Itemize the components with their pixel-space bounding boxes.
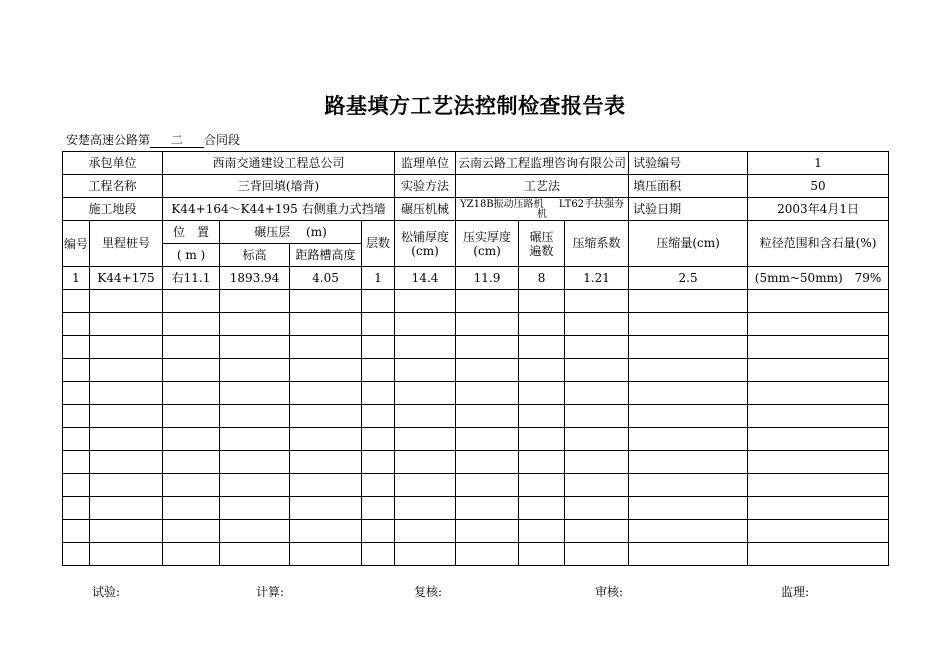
cell-amount [629, 359, 748, 382]
cell-position [163, 336, 220, 359]
header-row-1 [63, 221, 889, 244]
cell-distance [290, 336, 362, 359]
cell-station [90, 359, 163, 382]
cell-compact [456, 451, 519, 474]
cell-loose [395, 428, 456, 451]
footer-supervise: 监理: [781, 585, 810, 599]
cell-distance [290, 290, 362, 313]
cell-amount [629, 313, 748, 336]
cell-loose [395, 290, 456, 313]
cell-passes [519, 313, 565, 336]
cell-grain [748, 359, 889, 382]
footer-calc: 计算: [256, 585, 285, 599]
site-label: 施工地段 [63, 198, 163, 221]
cell-distance [290, 382, 362, 405]
cell-coef [565, 543, 629, 566]
cell-position [163, 543, 220, 566]
header-passes: 碾压遍数 [519, 221, 565, 267]
footer-audit: 审核: [595, 585, 624, 599]
machine-label: 碾压机械 [395, 198, 456, 221]
cell-coef [565, 497, 629, 520]
cell-passes [519, 451, 565, 474]
cell-elevation [220, 451, 290, 474]
footer-test: 试验: [92, 585, 121, 599]
cell-no [63, 336, 90, 359]
cell-loose [395, 359, 456, 382]
test-no-value: 1 [748, 152, 889, 175]
cell-layers [362, 359, 395, 382]
method-label: 实验方法 [395, 175, 456, 198]
header-compression-coef: 压缩系数 [565, 221, 629, 267]
cell-amount [629, 497, 748, 520]
cell-station [90, 336, 163, 359]
cell-station [90, 382, 163, 405]
cell-layers: 1 [362, 267, 395, 290]
cell-no [63, 520, 90, 543]
machine-tamper-suffix: 机 [537, 209, 548, 220]
cell-distance [290, 313, 362, 336]
info-row-1 [63, 152, 889, 175]
header-station: 里程桩号 [90, 221, 163, 267]
cell-position [163, 359, 220, 382]
cell-layers [362, 313, 395, 336]
cell-loose [395, 313, 456, 336]
header-position: 位 置 [163, 221, 220, 244]
table-row [63, 359, 889, 382]
cell-passes [519, 382, 565, 405]
cell-passes [519, 428, 565, 451]
cell-amount [629, 336, 748, 359]
cell-station [90, 428, 163, 451]
cell-grain [748, 382, 889, 405]
table-row [63, 497, 889, 520]
contract-section-number: 二 [150, 134, 204, 148]
cell-coef [565, 520, 629, 543]
cell-station [90, 497, 163, 520]
cell-position: 右11.1 [163, 267, 220, 290]
cell-passes [519, 405, 565, 428]
cell-passes: 8 [519, 267, 565, 290]
cell-compact: 11.9 [456, 267, 519, 290]
cell-distance [290, 497, 362, 520]
cell-amount: 2.5 [629, 267, 748, 290]
cell-elevation: 1893.94 [220, 267, 290, 290]
cell-no: 1 [63, 267, 90, 290]
cell-amount [629, 451, 748, 474]
cell-no [63, 428, 90, 451]
cell-station [90, 474, 163, 497]
cell-layers [362, 382, 395, 405]
cell-distance [290, 474, 362, 497]
cell-distance [290, 451, 362, 474]
cell-elevation [220, 497, 290, 520]
header-layer-group: 碾压层 (m) [220, 221, 362, 244]
cell-grain [748, 313, 889, 336]
cell-coef: 1.21 [565, 267, 629, 290]
area-value: 50 [748, 175, 889, 198]
cell-coef [565, 336, 629, 359]
cell-station: K44+175 [90, 267, 163, 290]
cell-passes [519, 520, 565, 543]
cell-grain [748, 520, 889, 543]
header-compact-thickness: 压实厚度(cm) [456, 221, 519, 267]
cell-grain [748, 290, 889, 313]
header-distance: 距路槽高度 [290, 244, 362, 267]
cell-loose [395, 405, 456, 428]
cell-grain: (5mm~50mm) 79% [748, 267, 889, 290]
cell-layers [362, 451, 395, 474]
cell-layers [362, 474, 395, 497]
info-row-2 [63, 175, 889, 198]
cell-passes [519, 336, 565, 359]
cell-layers [362, 543, 395, 566]
header-position-unit: ( m ) [163, 244, 220, 267]
cell-layers [362, 428, 395, 451]
cell-distance: 4.05 [290, 267, 362, 290]
cell-station [90, 405, 163, 428]
cell-layers [362, 336, 395, 359]
header-compression-amount: 压缩量(cm) [629, 221, 748, 267]
site-value: K44+164～K44+195 右侧重力式挡墙 [163, 198, 395, 221]
cell-loose [395, 497, 456, 520]
cell-elevation [220, 474, 290, 497]
cell-grain [748, 474, 889, 497]
area-label: 填压面积 [629, 175, 748, 198]
cell-grain [748, 497, 889, 520]
cell-coef [565, 405, 629, 428]
cell-amount [629, 405, 748, 428]
cell-coef [565, 451, 629, 474]
data-rows [63, 267, 889, 566]
report-title: 路基填方工艺法控制检查报告表 [324, 94, 626, 118]
cell-layers [362, 290, 395, 313]
report-table [62, 151, 889, 566]
table-row [63, 428, 889, 451]
supervisor-value: 云南云路工程监理咨询有限公司 [456, 152, 629, 175]
table-row [63, 405, 889, 428]
table-row [63, 451, 889, 474]
cell-no [63, 313, 90, 336]
cell-coef [565, 382, 629, 405]
supervisor-label: 监理单位 [395, 152, 456, 175]
date-label: 试验日期 [629, 198, 748, 221]
cell-compact [456, 313, 519, 336]
info-row-3 [63, 198, 889, 221]
cell-elevation [220, 336, 290, 359]
header-layer-count: 层数 [362, 221, 395, 267]
cell-no [63, 497, 90, 520]
cell-compact [456, 382, 519, 405]
cell-compact [456, 520, 519, 543]
header-grain-range: 粒径范围和含石量(%) [748, 221, 889, 267]
cell-passes [519, 359, 565, 382]
cell-compact [456, 336, 519, 359]
project-value: 三背回填(墙背) [163, 175, 395, 198]
cell-no [63, 543, 90, 566]
cell-amount [629, 474, 748, 497]
cell-distance [290, 543, 362, 566]
cell-loose [395, 543, 456, 566]
machine-tamper: LT62手扶强夯 [558, 199, 625, 210]
machine-roller: YZ18B振动压路机 [460, 199, 544, 210]
contractor-label: 承包单位 [63, 152, 163, 175]
footer-review: 复核: [414, 585, 443, 599]
cell-loose [395, 336, 456, 359]
cell-passes [519, 543, 565, 566]
cell-distance [290, 405, 362, 428]
cell-position [163, 520, 220, 543]
cell-grain [748, 336, 889, 359]
cell-grain [748, 405, 889, 428]
cell-no [63, 290, 90, 313]
cell-station [90, 313, 163, 336]
contract-prefix: 安楚高速公路第 [66, 133, 151, 147]
cell-elevation [220, 405, 290, 428]
cell-amount [629, 382, 748, 405]
cell-position [163, 497, 220, 520]
cell-compact [456, 290, 519, 313]
header-elevation: 标高 [220, 244, 290, 267]
cell-station [90, 451, 163, 474]
cell-layers [362, 520, 395, 543]
cell-compact [456, 497, 519, 520]
table-row [63, 290, 889, 313]
cell-coef [565, 359, 629, 382]
cell-amount [629, 543, 748, 566]
header-loose-thickness: 松铺厚度(cm) [395, 221, 456, 267]
method-value: 工艺法 [456, 175, 629, 198]
cell-position [163, 451, 220, 474]
machine-value [456, 198, 629, 221]
contractor-value: 西南交通建设工程总公司 [163, 152, 395, 175]
table-row [63, 382, 889, 405]
cell-distance [290, 428, 362, 451]
cell-amount [629, 520, 748, 543]
table-row [63, 336, 889, 359]
table-row [63, 543, 889, 566]
cell-compact [456, 543, 519, 566]
cell-compact [456, 359, 519, 382]
cell-distance [290, 520, 362, 543]
cell-coef [565, 290, 629, 313]
cell-amount [629, 290, 748, 313]
cell-station [90, 520, 163, 543]
cell-no [63, 382, 90, 405]
cell-station [90, 290, 163, 313]
test-no-label: 试验编号 [629, 152, 748, 175]
cell-no [63, 474, 90, 497]
cell-loose [395, 382, 456, 405]
cell-no [63, 451, 90, 474]
cell-compact [456, 428, 519, 451]
cell-coef [565, 428, 629, 451]
cell-position [163, 290, 220, 313]
cell-position [163, 405, 220, 428]
table-row [63, 267, 889, 290]
cell-no [63, 359, 90, 382]
cell-coef [565, 474, 629, 497]
cell-elevation [220, 428, 290, 451]
cell-station [90, 543, 163, 566]
cell-position [163, 474, 220, 497]
contract-suffix: 合同段 [204, 133, 241, 147]
date-value: 2003年4月1日 [748, 198, 889, 221]
cell-elevation [220, 290, 290, 313]
cell-grain [748, 428, 889, 451]
table-row [63, 520, 889, 543]
cell-grain [748, 543, 889, 566]
cell-coef [565, 313, 629, 336]
table-row [63, 313, 889, 336]
cell-loose [395, 474, 456, 497]
cell-grain [748, 451, 889, 474]
cell-distance [290, 359, 362, 382]
cell-elevation [220, 382, 290, 405]
contract-section [66, 131, 240, 148]
cell-elevation [220, 313, 290, 336]
cell-passes [519, 497, 565, 520]
cell-loose [395, 451, 456, 474]
cell-position [163, 428, 220, 451]
cell-loose: 14.4 [395, 267, 456, 290]
cell-loose [395, 520, 456, 543]
cell-compact [456, 474, 519, 497]
project-label: 工程名称 [63, 175, 163, 198]
cell-position [163, 382, 220, 405]
cell-no [63, 405, 90, 428]
cell-amount [629, 428, 748, 451]
cell-compact [456, 405, 519, 428]
cell-layers [362, 497, 395, 520]
cell-passes [519, 474, 565, 497]
cell-elevation [220, 520, 290, 543]
cell-elevation [220, 543, 290, 566]
cell-position [163, 313, 220, 336]
cell-elevation [220, 359, 290, 382]
cell-layers [362, 405, 395, 428]
header-no: 编号 [63, 221, 90, 267]
cell-passes [519, 290, 565, 313]
table-row [63, 474, 889, 497]
